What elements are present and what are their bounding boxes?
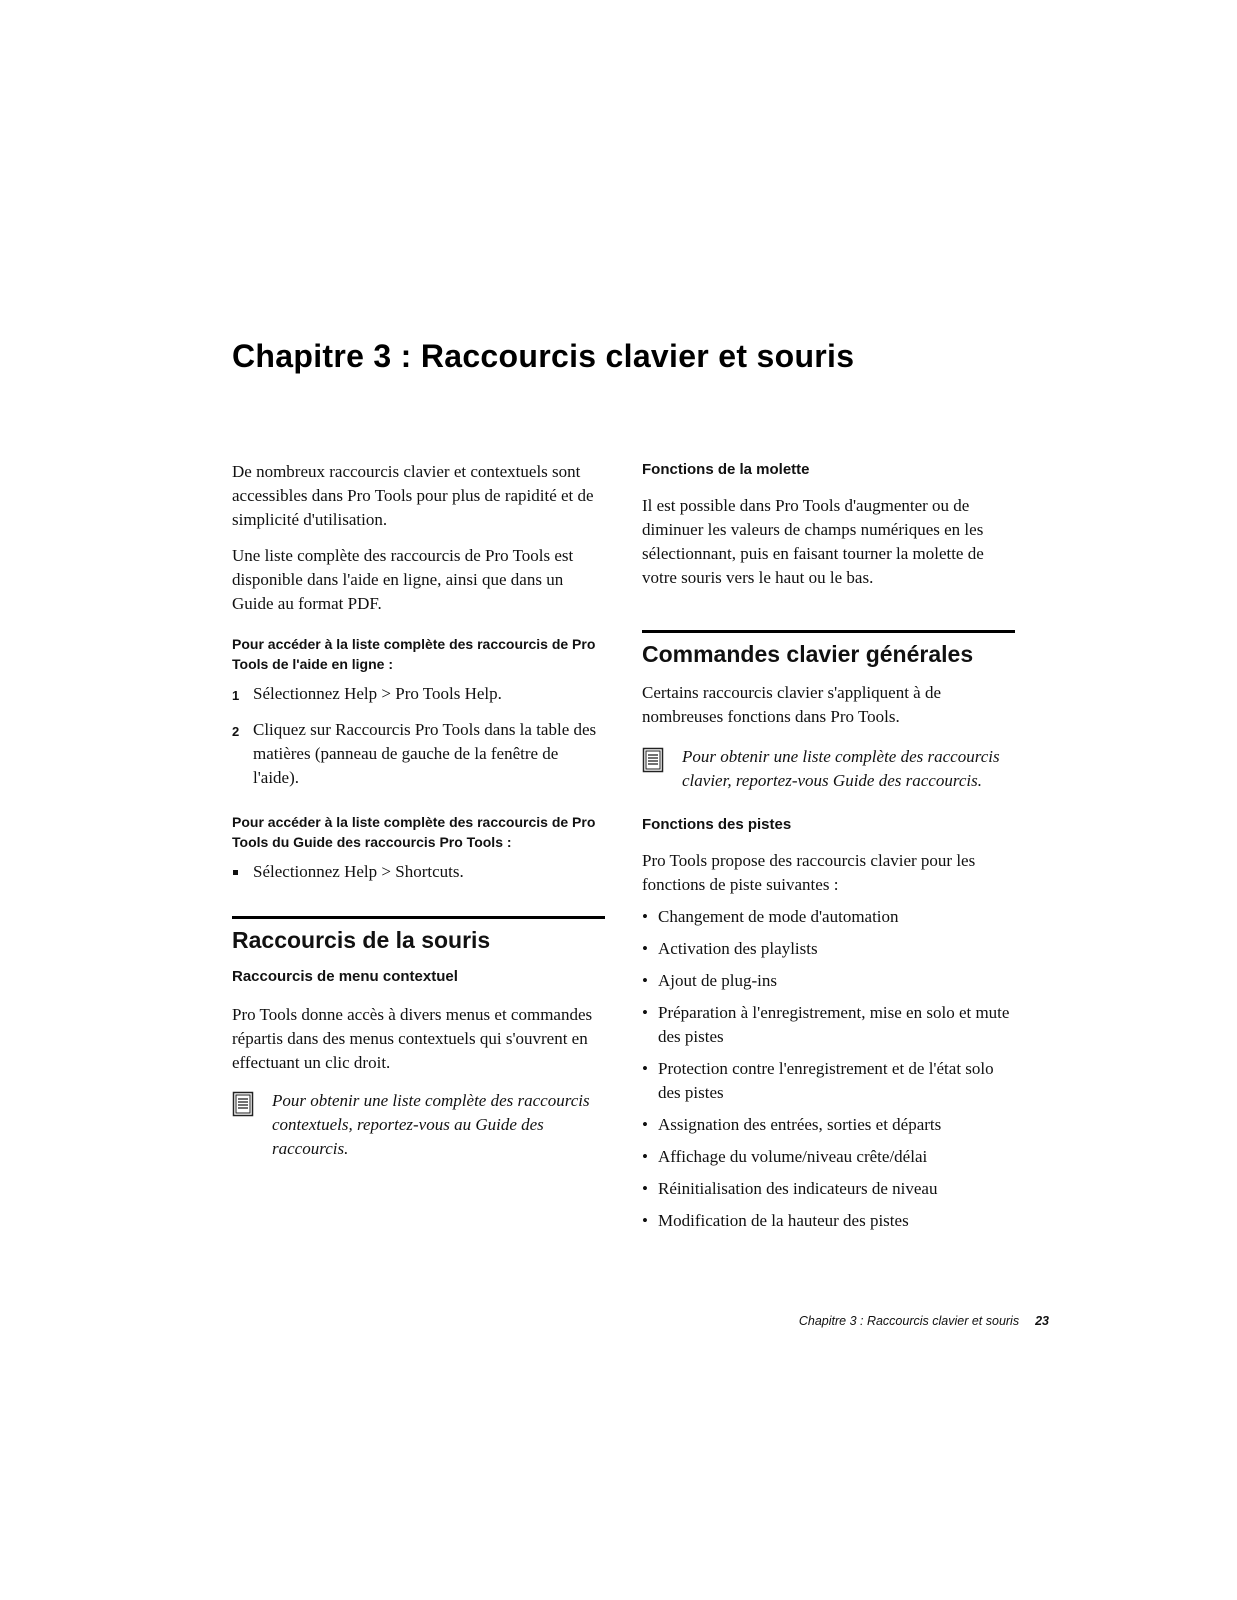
list-item-text: Protection contre l'enregistrement et de l'état solo des pistes	[658, 1059, 994, 1102]
bullet-icon: •	[642, 1115, 648, 1134]
list-item	[642, 1001, 1015, 1049]
section-divider	[642, 630, 1015, 633]
list-item	[642, 1177, 1015, 1201]
page-footer	[799, 1314, 1049, 1328]
square-bullet-icon	[232, 860, 253, 884]
bullet-icon: •	[642, 1059, 648, 1078]
subheading-track-functions: Fonctions des pistes	[642, 816, 792, 833]
track-functions-paragraph: Pro Tools propose des raccourcis clavier pour les fonctions de piste suivantes :	[642, 851, 976, 894]
right-column	[642, 460, 1015, 1241]
intro-paragraph-1: De nombreux raccourcis clavier et contextuels sont accessibles dans Pro Tools pour plus de rapidité et de simplicité d'utilisation.	[232, 462, 594, 529]
note-text: Pour obtenir une liste complète des raccourcis contextuels, reportez-vous au Guide des raccourcis.	[272, 1091, 590, 1158]
bullet-icon: •	[642, 1179, 648, 1198]
list-item	[642, 905, 1015, 929]
bullet-icon: •	[642, 1147, 648, 1166]
procedure-step	[232, 718, 605, 790]
list-item-text: Préparation à l'enregistrement, mise en solo et mute des pistes	[658, 1003, 1010, 1046]
list-item-text: Ajout de plug-ins	[658, 971, 777, 990]
bullet-icon: •	[642, 971, 648, 990]
note	[232, 1089, 605, 1161]
note-icon	[232, 1089, 272, 1161]
footer-chapter-title: Chapitre 3 : Raccourcis clavier et souris	[798, 1314, 1020, 1328]
section-divider	[232, 916, 605, 919]
track-functions-list	[642, 905, 1015, 1233]
list-item	[642, 1145, 1015, 1169]
step-number: 2	[232, 724, 240, 739]
subheading-wheel-functions: Fonctions de la molette	[642, 461, 810, 478]
step-text: Cliquez sur Raccourcis Pro Tools dans la table des matières (panneau de gauche de la fenêtre de l'aide).	[253, 720, 597, 787]
chapter-title: Chapitre 3 : Raccourcis clavier et souris	[232, 338, 855, 374]
procedure-heading-online-help: Pour accéder à la liste complète des raccourcis de Pro Tools de l'aide en ligne :	[232, 636, 596, 672]
list-item-text: Affichage du volume/niveau crête/délai	[658, 1147, 928, 1166]
list-item-text: Assignation des entrées, sorties et départs	[658, 1115, 942, 1134]
intro-paragraph-2: Une liste complète des raccourcis de Pro Tools est disponible dans l'aide en ligne, ainsi que dans un Guide au format PDF.	[232, 546, 574, 613]
list-item-text: Réinitialisation des indicateurs de niveau	[658, 1179, 938, 1198]
list-item	[642, 937, 1015, 961]
procedure-step	[232, 860, 605, 884]
subheading-context-menu: Raccourcis de menu contextuel	[232, 968, 458, 985]
bullet-icon: •	[642, 1211, 648, 1230]
bullet-icon: •	[642, 907, 648, 926]
note-icon	[642, 745, 682, 793]
left-column	[232, 460, 605, 1173]
procedure-step	[232, 682, 605, 708]
note-text: Pour obtenir une liste complète des raccourcis clavier, reportez-vous Guide des raccourcis.	[682, 747, 1000, 790]
list-item-text: Activation des playlists	[658, 939, 818, 958]
note	[642, 745, 1015, 793]
step-number: 1	[232, 688, 240, 703]
section-title-mouse-shortcuts: Raccourcis de la souris	[232, 927, 491, 953]
list-item-text: Changement de mode d'automation	[658, 907, 899, 926]
step-text: Sélectionnez Help > Pro Tools Help.	[253, 684, 502, 703]
list-item	[642, 1209, 1015, 1233]
wheel-paragraph: Il est possible dans Pro Tools d'augmenter ou de diminuer les valeurs de champs numériques en les sélectionnant, puis en faisant tourner la molette de votre souris vers le haut ou le bas.	[642, 496, 984, 587]
general-commands-paragraph: Certains raccourcis clavier s'appliquent à de nombreuses fonctions dans Pro Tools.	[642, 683, 942, 726]
list-item	[642, 1057, 1015, 1105]
section-title-general-commands: Commandes clavier générales	[642, 641, 974, 667]
list-item	[642, 969, 1015, 993]
list-item-text: Modification de la hauteur des pistes	[658, 1211, 909, 1230]
procedure-heading-shortcuts-guide: Pour accéder à la liste complète des raccourcis de Pro Tools du Guide des raccourcis Pro Tools :	[232, 814, 596, 850]
context-menu-paragraph: Pro Tools donne accès à divers menus et commandes répartis dans des menus contextuels qui s'ouvrent en effectuant un clic droit.	[232, 1005, 593, 1072]
bullet-icon: •	[642, 939, 648, 958]
bullet-icon: •	[642, 1003, 648, 1022]
list-item	[642, 1113, 1015, 1137]
step-text: Sélectionnez Help > Shortcuts.	[253, 862, 464, 881]
page-number: 23	[1035, 1314, 1049, 1328]
